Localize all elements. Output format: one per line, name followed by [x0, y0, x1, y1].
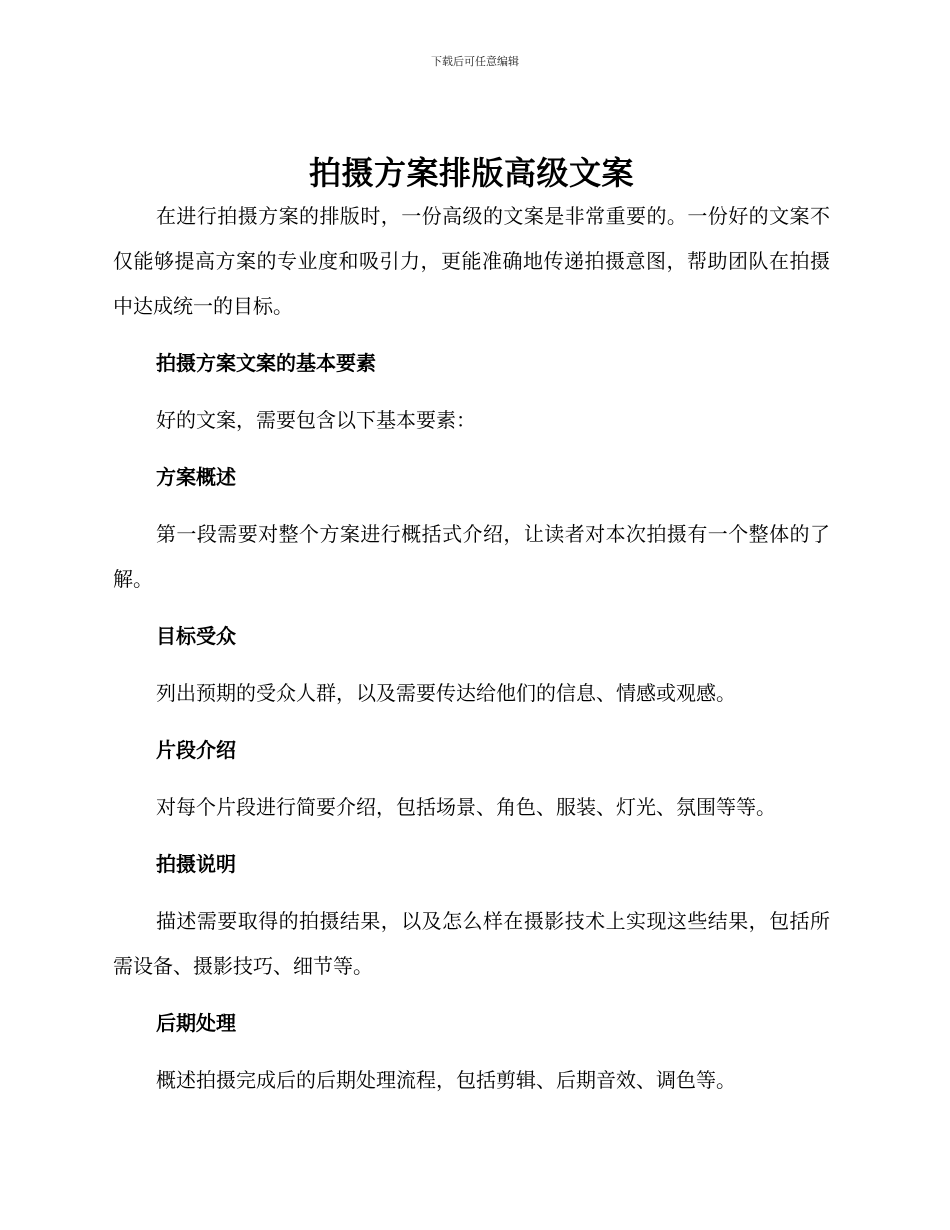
- section-text-basic-elements: 好的文案，需要包含以下基本要素：: [156, 408, 476, 432]
- section-text-audience: 列出预期的受众人群，以及需要传达给他们的信息、情感或观感。: [156, 681, 736, 705]
- section-text-overview: 第一段需要对整个方案进行概括式介绍，让读者对本次拍摄有一个整体的了解。: [113, 522, 830, 591]
- intro-paragraph: 在进行拍摄方案的排版时，一份高级的文案是非常重要的。一份好的文案不仅能够提高方案的专业度和吸引力，更能准确地传递拍摄意图，帮助团队在拍摄中达成统一的目标。: [113, 204, 830, 318]
- section-heading-overview: 方案概述: [156, 465, 236, 489]
- section-text-post-processing: 概述拍摄完成后的后期处理流程，包括剪辑、后期音效、调色等。: [156, 1068, 736, 1092]
- document-body: [113, 150, 830, 1103]
- section-heading-basic-elements: 拍摄方案文案的基本要素: [156, 351, 376, 375]
- document-title: 拍摄方案排版高级文案: [308, 154, 634, 192]
- section-heading-segments: 片段介绍: [156, 738, 236, 762]
- page-header-note: 下载后可任意编辑: [431, 55, 519, 68]
- section-heading-audience: 目标受众: [156, 624, 236, 648]
- section-heading-shooting-notes: 拍摄说明: [156, 852, 236, 876]
- section-heading-post-processing: 后期处理: [156, 1011, 236, 1035]
- section-text-segments: 对每个片段进行简要介绍，包括场景、角色、服装、灯光、氛围等等。: [156, 795, 776, 819]
- section-text-shooting-notes: 描述需要取得的拍摄结果，以及怎么样在摄影技术上实现这些结果，包括所需设备、摄影技巧、细节等。: [113, 909, 830, 978]
